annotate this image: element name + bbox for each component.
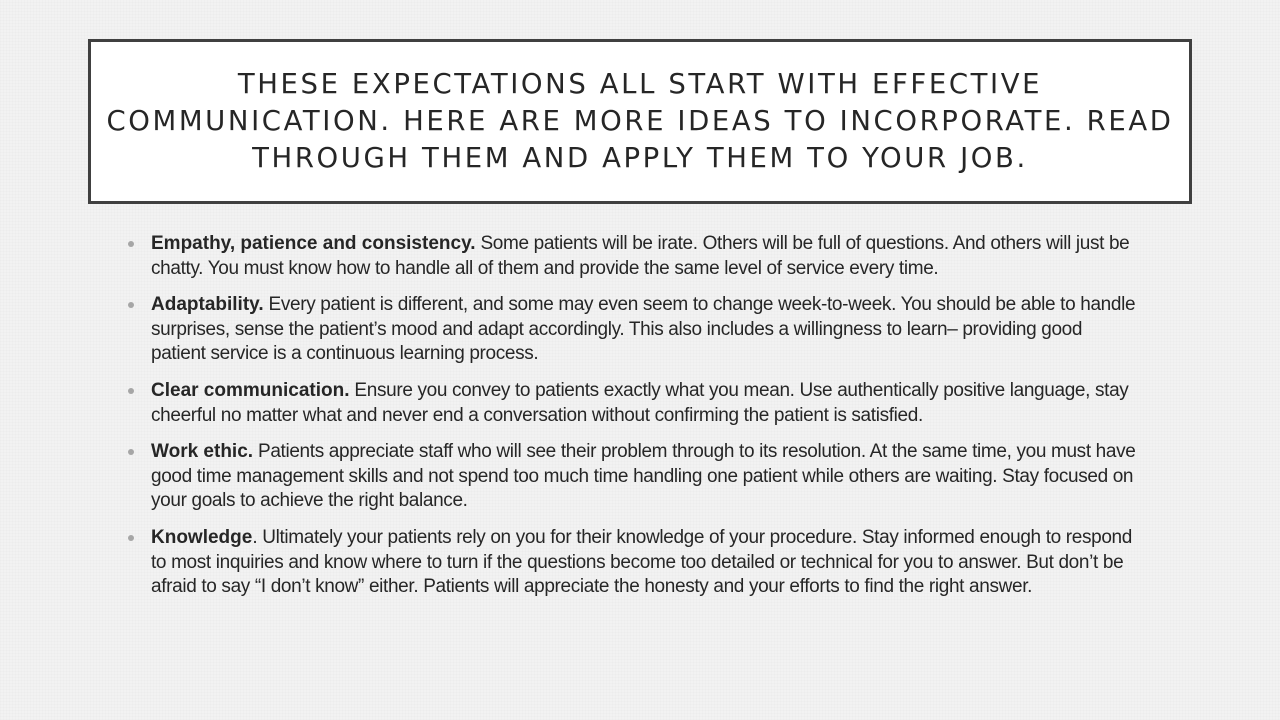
list-item xyxy=(128,293,1138,367)
item-term: Knowledge xyxy=(151,526,253,548)
item-term: Empathy, patience and consistency. xyxy=(151,233,476,254)
bullet-list xyxy=(128,232,1138,600)
item-text: Patients appreciate staff who will see their problem through to its resolution. At the same time, you must have good time management skills and not spend too much time handling one patient while others are waiting. Stay focused on your goals to achieve the right balance. xyxy=(151,441,1136,512)
item-text: Ensure you convey to patients exactly what you mean. Use authentically positive language, stay cheerful no matter what and never end a conversation without confirming the patient is satisfied. xyxy=(151,379,1129,426)
item-text: Some patients will be irate. Others will be full of questions. And others will just be chatty. You must know how to handle all of them and provide the same level of service every time. xyxy=(151,233,1130,279)
bullet-icon xyxy=(128,302,134,308)
item-text: Every patient is different, and some may even seem to change week-to-week. You should be able to handle surprises, sense the patient’s mood and adapt accordingly. This also includes a willingness to learn– providing good patient service is a continuous learning process. xyxy=(151,294,1136,365)
list-item xyxy=(128,440,1138,514)
bullet-icon xyxy=(128,388,134,394)
bullet-icon xyxy=(128,535,134,541)
list-item xyxy=(128,379,1138,428)
slide-title: THESE EXPECTATIONS ALL START WITH EFFECTIVE COMMUNICATION. HERE ARE MORE IDEAS TO INCORPORATE. READ THROUGH THEM AND APPLY THEM TO YOUR JOB. xyxy=(106,68,1174,174)
bullet-icon xyxy=(128,241,134,247)
item-term: Work ethic. xyxy=(151,441,254,463)
title-box xyxy=(88,39,1192,204)
item-term: Adaptability. xyxy=(151,294,264,316)
bullet-icon xyxy=(128,449,134,455)
list-item xyxy=(128,232,1138,281)
item-text: . Ultimately your patients rely on you for their knowledge of your procedure. Stay informed enough to respond to most inquiries and know where to turn if the questions become too detailed or technical for you to answer. But don’t be afraid to say “I don’t know” either. Patients will appreciate the honesty and your efforts to find the right answer. xyxy=(151,526,1132,598)
slide-content xyxy=(128,232,1138,612)
item-term: Clear communication. xyxy=(151,379,350,401)
list-item xyxy=(128,526,1138,600)
